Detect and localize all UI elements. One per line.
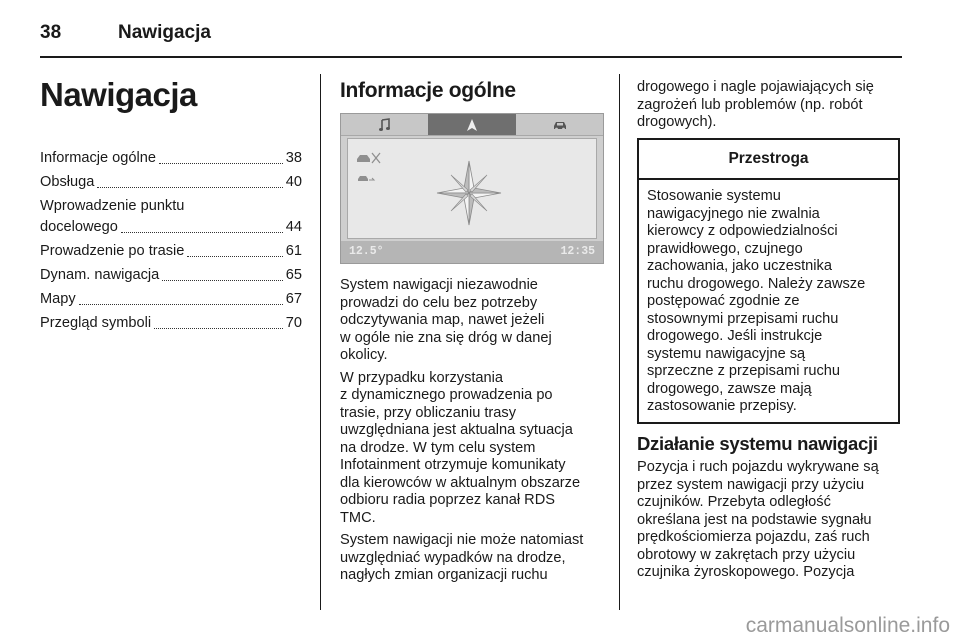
toc-entry-page: 38: [285, 150, 302, 166]
text-line: okolicy.: [340, 347, 388, 363]
header-rule: [40, 56, 902, 58]
text-line: obrotowy w zakrętach przy użyciu: [637, 546, 856, 563]
toc-entry-page: 40: [285, 174, 302, 190]
text-line: drogowych).: [637, 114, 717, 130]
toc-leader: [154, 328, 283, 329]
section-title: Informacje ogólne: [340, 79, 516, 102]
paragraph: [340, 277, 610, 365]
watermark: carmanualsonline.info: [745, 614, 950, 637]
text-line: uwzględniana jest aktualna sytuacja: [340, 422, 573, 438]
toc-entry-title: Przegląd symboli: [40, 315, 152, 331]
car-icon: [516, 114, 603, 135]
text-line: postępować zgodnie ze: [647, 293, 800, 309]
column-divider-1: [320, 74, 321, 610]
column-divider-2: [619, 74, 620, 610]
right-column-top-text: [637, 79, 907, 132]
toc-entry[interactable]: [40, 172, 302, 193]
toc-entry-page: 44: [285, 219, 302, 235]
text-line: prowadzi do celu bez potrzeby: [340, 294, 538, 311]
text-line: nagłych zmian organizacji ruchu: [340, 567, 548, 583]
toc-entry-page: 67: [285, 291, 302, 307]
text-line: prędkościomierza pojazdu, zaś ruch: [637, 529, 870, 545]
toc-leader: [187, 256, 282, 257]
text-line: czujnika żyroskopowego. Pozycja: [637, 564, 855, 580]
text-line: drogowego, zawsze mają: [647, 380, 812, 397]
toc-entry-title: Dynam. nawigacja: [40, 267, 160, 283]
text-line: System nawigacji nie może natomiast: [340, 532, 584, 548]
page-number: 38: [40, 22, 62, 43]
navigation-content-area: [347, 138, 597, 239]
toc-entry-title: Informacje ogólne: [40, 150, 157, 166]
toc-leader: [121, 232, 283, 233]
toc-entry[interactable]: [40, 265, 302, 286]
text-line: zastosowanie przepisy.: [647, 398, 797, 414]
text-line: określana jest na podstawie sygnału: [637, 511, 872, 528]
text-line: ruchu drogowego. Należy zawsze: [647, 275, 866, 292]
music-note-icon: [341, 114, 428, 135]
toc-entry-page: 65: [285, 267, 302, 283]
text-line: przez system nawigacji przy użyciu: [637, 476, 865, 493]
text-line: w ogóle nie zna się dróg w danej: [340, 329, 552, 346]
clock-readout: 12:35: [560, 245, 595, 258]
text-line: Stosowanie systemu: [647, 188, 781, 204]
text-line: odbioru radia poprzez kanał RDS: [340, 492, 555, 508]
toc-entry-title: Prowadzenie po trasie: [40, 243, 185, 259]
toc-entry-title: Wprowadzenie punktu: [40, 198, 185, 214]
text-line: systemu nawigacyjne są: [647, 345, 806, 362]
text-line: W przypadku korzystania: [340, 369, 504, 386]
toc-entry-page: 70: [285, 315, 302, 331]
text-line: zagrożeń lub problemów (np. robót: [637, 96, 863, 113]
display-tab-bar: [341, 114, 603, 136]
subsection-title: Działanie systemu nawigacji: [637, 433, 878, 454]
running-header: [40, 22, 211, 44]
toc-entry-title: Mapy: [40, 291, 76, 307]
toc-entry-title-cont: docelowego: [40, 219, 118, 235]
middle-column-text: [340, 277, 610, 590]
text-line: drogowego. Jeśli instrukcje: [647, 328, 823, 344]
caution-title: Przestroga: [639, 140, 898, 180]
toc-entry[interactable]: [40, 148, 302, 169]
toc-leader: [159, 163, 283, 164]
text-line: dla kierowców w aktualnym obszarze: [340, 474, 581, 491]
text-line: stosownymi przepisami ruchu: [647, 310, 839, 327]
toc-entry[interactable]: [40, 241, 302, 262]
text-line: odczytywania map, nawet jeżeli: [340, 312, 545, 328]
infotainment-display-image: [340, 113, 604, 264]
text-line: Infotainment otrzymuje komunikaty: [340, 457, 566, 473]
text-line: trasie, przy obliczaniu trasy: [340, 404, 517, 421]
text-line: na drodze. W tym celu system: [340, 439, 536, 456]
text-line: czujników. Przebyta odległość: [637, 494, 831, 510]
chapter-title: Nawigacja: [40, 76, 197, 113]
caution-body: [639, 180, 898, 416]
toc-entry[interactable]: [40, 313, 302, 334]
text-line: zachowania, jako uczestnika: [647, 258, 832, 274]
compass-rose-icon: [437, 161, 501, 225]
text-line: z dynamicznego prowadzenia po: [340, 387, 553, 403]
text-line: kierowcy z odpowiedzialności: [647, 223, 838, 239]
table-of-contents: [40, 148, 302, 337]
navigation-arrow-icon: [428, 114, 516, 135]
toc-entry[interactable]: [40, 196, 302, 238]
right-column-bottom-text: [637, 459, 912, 582]
text-line: Pozycja i ruch pojazdu wykrywane są: [637, 459, 879, 475]
text-line: System nawigacji niezawodnie: [340, 277, 538, 293]
caution-box: [637, 138, 900, 424]
temperature-readout: 12.5°: [349, 245, 384, 258]
text-line: drogowego i nagle pojawiających się: [637, 79, 874, 95]
running-header-title: Nawigacja: [118, 22, 211, 43]
toc-entry-page: 61: [285, 243, 302, 259]
paragraph: [340, 532, 610, 585]
toc-leader: [162, 280, 283, 281]
toc-leader: [79, 304, 283, 305]
text-line: sprzeczne z przepisami ruchu: [647, 363, 841, 379]
display-status-bar: [341, 241, 603, 263]
toc-entry-title: Obsługa: [40, 174, 95, 190]
text-line: nawigacyjnego nie zwalnia: [647, 205, 820, 222]
text-line: prawidłowego, czujnego: [647, 240, 803, 257]
toc-leader: [97, 187, 282, 188]
toc-entry[interactable]: [40, 289, 302, 310]
text-line: uwzględniać wypadków na drodze,: [340, 549, 566, 566]
small-car-icon: [357, 153, 380, 181]
text-line: TMC.: [340, 509, 376, 526]
paragraph: [340, 370, 610, 528]
